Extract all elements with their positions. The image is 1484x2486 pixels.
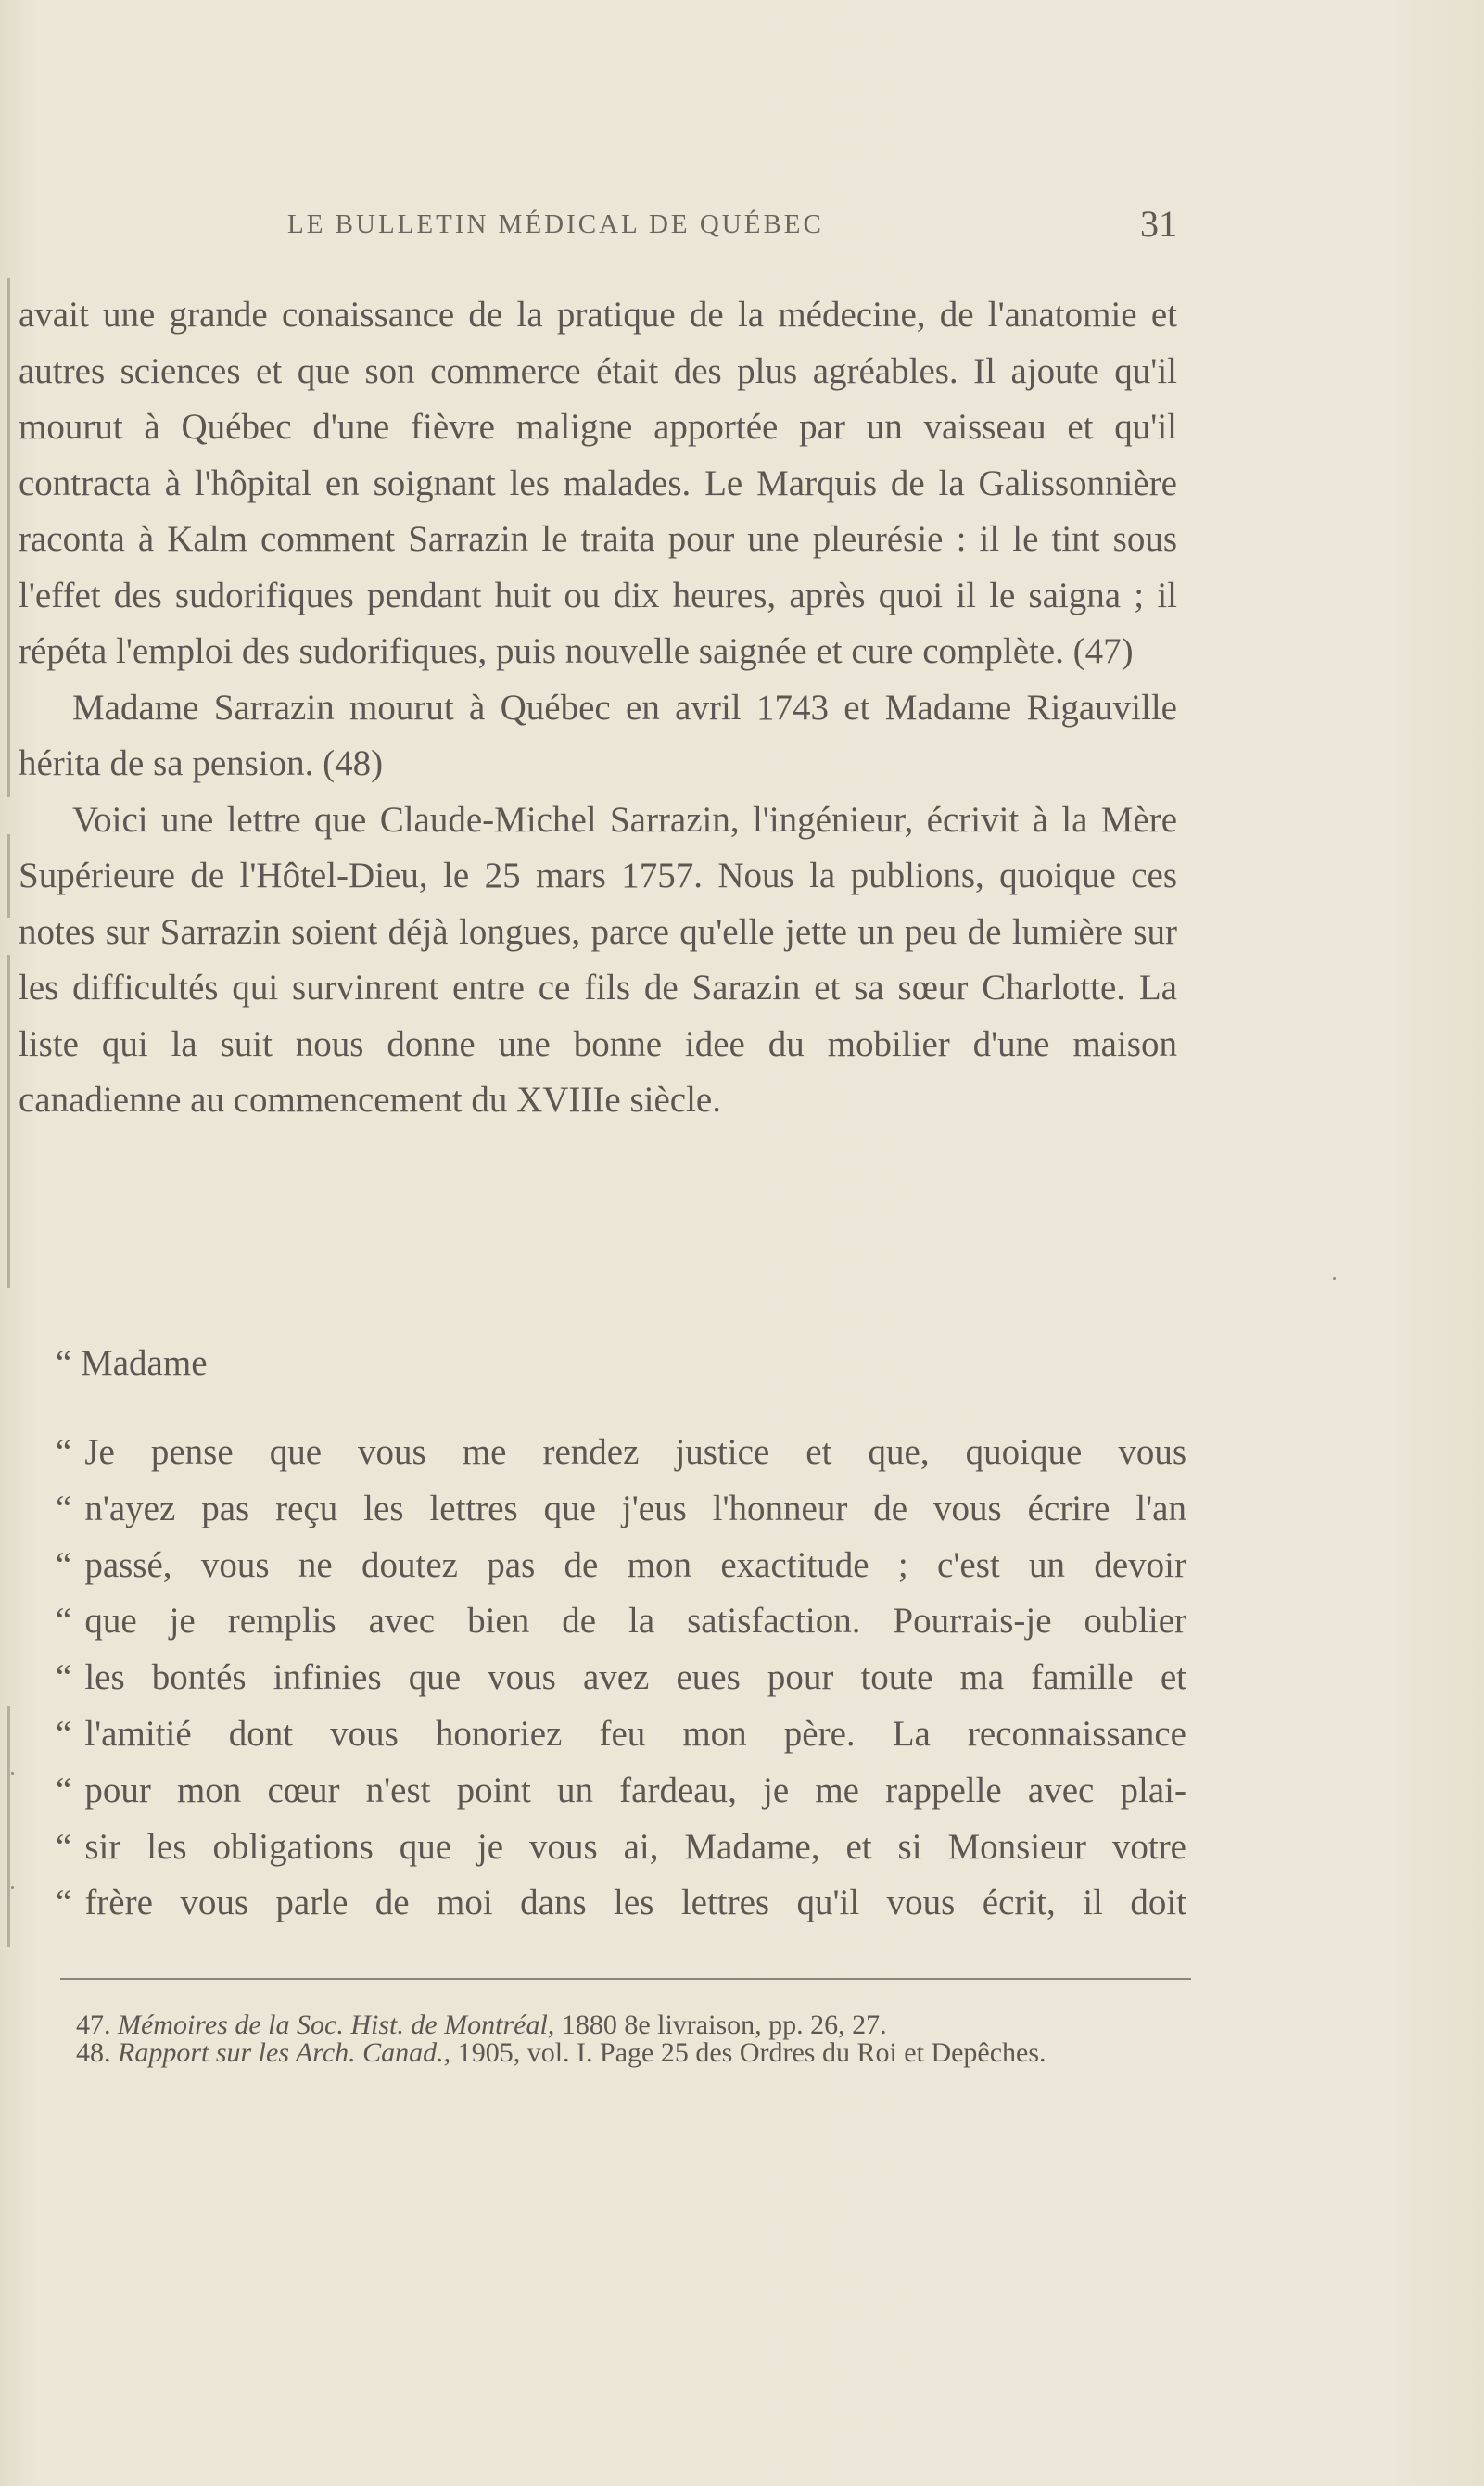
page-number: 31 [1140, 203, 1177, 245]
paragraph: Voici une lettre que Claude-Michel Sarrazin, l'ingénieur, écrivit à la Mère Supérieure de l'Hôtel-Dieu, le 25 mars 1757. Nous la publions, quoique ces notes sur Sarrazin soient déjà longues, parce qu'elle jette un peu de lumière sur les difficultés qui survinrent entre ce fils de Sarazin et sa sœur Charlotte. La liste qui la suit nous donne une bonne idee du mobilier d'une maison canadienne au commencement du XVIIIe siècle. [19, 799, 1177, 1120]
letter-line-text: n'ayez pas reçu les lettres que j'eus l'honneur de vous écrire l'an [84, 1488, 1186, 1528]
footnote-source: Mémoires de la Soc. Hist. de Montréal, [118, 2010, 555, 2040]
quote-mark: “ [56, 1769, 72, 1810]
binding-edge-mark [7, 955, 10, 1288]
letter-line [56, 1481, 1186, 1538]
letter-line [56, 1820, 1186, 1876]
letter-line [56, 1763, 1186, 1820]
letter-line-text: sir les obligations que je vous ai, Madame, et si Monsieur votre [84, 1826, 1186, 1867]
quote-mark: “ [56, 1488, 72, 1528]
footnotes [37, 2011, 1191, 2067]
quote-mark: “ [56, 1713, 72, 1754]
paragraph: avait une grande conaissance de la pratique de la médecine, de l'anatomie et autres sciences et que son commerce était des plus agréables. Il ajoute qu'il mourut à Québec d'une fièvre maligne apportée par un vaisseau et qu'il contracta à l'hôpital en soignant les malades. Le Marquis de la Galissonnière raconta à Kalm comment Sarrazin le traita pour une pleurésie : il le tint sous l'effet des sudorifiques pendant huit ou dix heures, après quoi il le saigna ; il répéta l'emploi des sudorifiques, puis nouvelle saignée et cure complète. (47) [19, 295, 1177, 671]
letter-line [56, 1425, 1186, 1481]
paper-speck [1333, 1277, 1336, 1280]
quote-mark: “ [56, 1657, 72, 1698]
footnote [37, 2039, 1191, 2067]
quote-mark: “ [56, 1601, 72, 1642]
paper-speck [11, 1772, 14, 1775]
binding-edge-mark [7, 1706, 10, 1947]
footnote-rule [60, 1978, 1191, 1980]
letter-line-text: passé, vous ne doutez pas de mon exactitude ; c'est un devoir [84, 1544, 1186, 1585]
footnote-number: 47. [76, 2010, 111, 2040]
running-title: LE BULLETIN MÉDICAL DE QUÉBEC [287, 209, 824, 239]
quote-mark: “ [56, 1544, 72, 1585]
letter-line-text: pour mon cœur n'est point un fardeau, je me rappelle avec plai- [84, 1769, 1186, 1810]
footnote-number: 48. [76, 2037, 111, 2068]
letter-line [56, 1706, 1186, 1763]
footnote-source: Rapport sur les Arch. Canad., [118, 2037, 451, 2068]
quote-mark: “ [56, 1432, 72, 1472]
quote-mark: “ [56, 1826, 72, 1867]
letter-line-text: les bontés infinies que vous avez eues pour toute ma famille et [84, 1657, 1186, 1698]
binding-edge-mark [7, 278, 10, 797]
letter-line [56, 1593, 1186, 1650]
letter-line-text: Je pense que vous me rendez justice et que, quoique vous [84, 1432, 1186, 1472]
letter-body [56, 1425, 1186, 1932]
letter-line-text: l'amitié dont vous honoriez feu mon père. La reconnaissance [84, 1713, 1186, 1754]
letter-line [56, 1538, 1186, 1594]
page-header [287, 202, 1177, 248]
paper-speck [11, 1886, 14, 1889]
letter-salutation: “ Madame [56, 1343, 208, 1383]
letter-line [56, 1875, 1186, 1932]
quote-mark: “ [56, 1883, 72, 1923]
letter-line [56, 1650, 1186, 1706]
footnote [37, 2011, 1191, 2039]
paragraph: Madame Sarrazin mourut à Québec en avril 1743 et Madame Rigauville hérita de sa pension. (48) [19, 687, 1177, 783]
footnote-text: 1905, vol. I. Page 25 des Ordres du Roi et Depêches. [457, 2037, 1046, 2068]
letter-line-text: frère vous parle de moi dans les lettres qu'il vous écrit, il doit [84, 1883, 1186, 1923]
binding-edge-mark [7, 834, 10, 918]
body-text [19, 287, 1177, 1129]
letter-line-text: que je remplis avec bien de la satisfaction. Pourrais-je oublier [84, 1601, 1186, 1642]
footnote-text: 1880 8e livraison, pp. 26, 27. [561, 2010, 887, 2040]
